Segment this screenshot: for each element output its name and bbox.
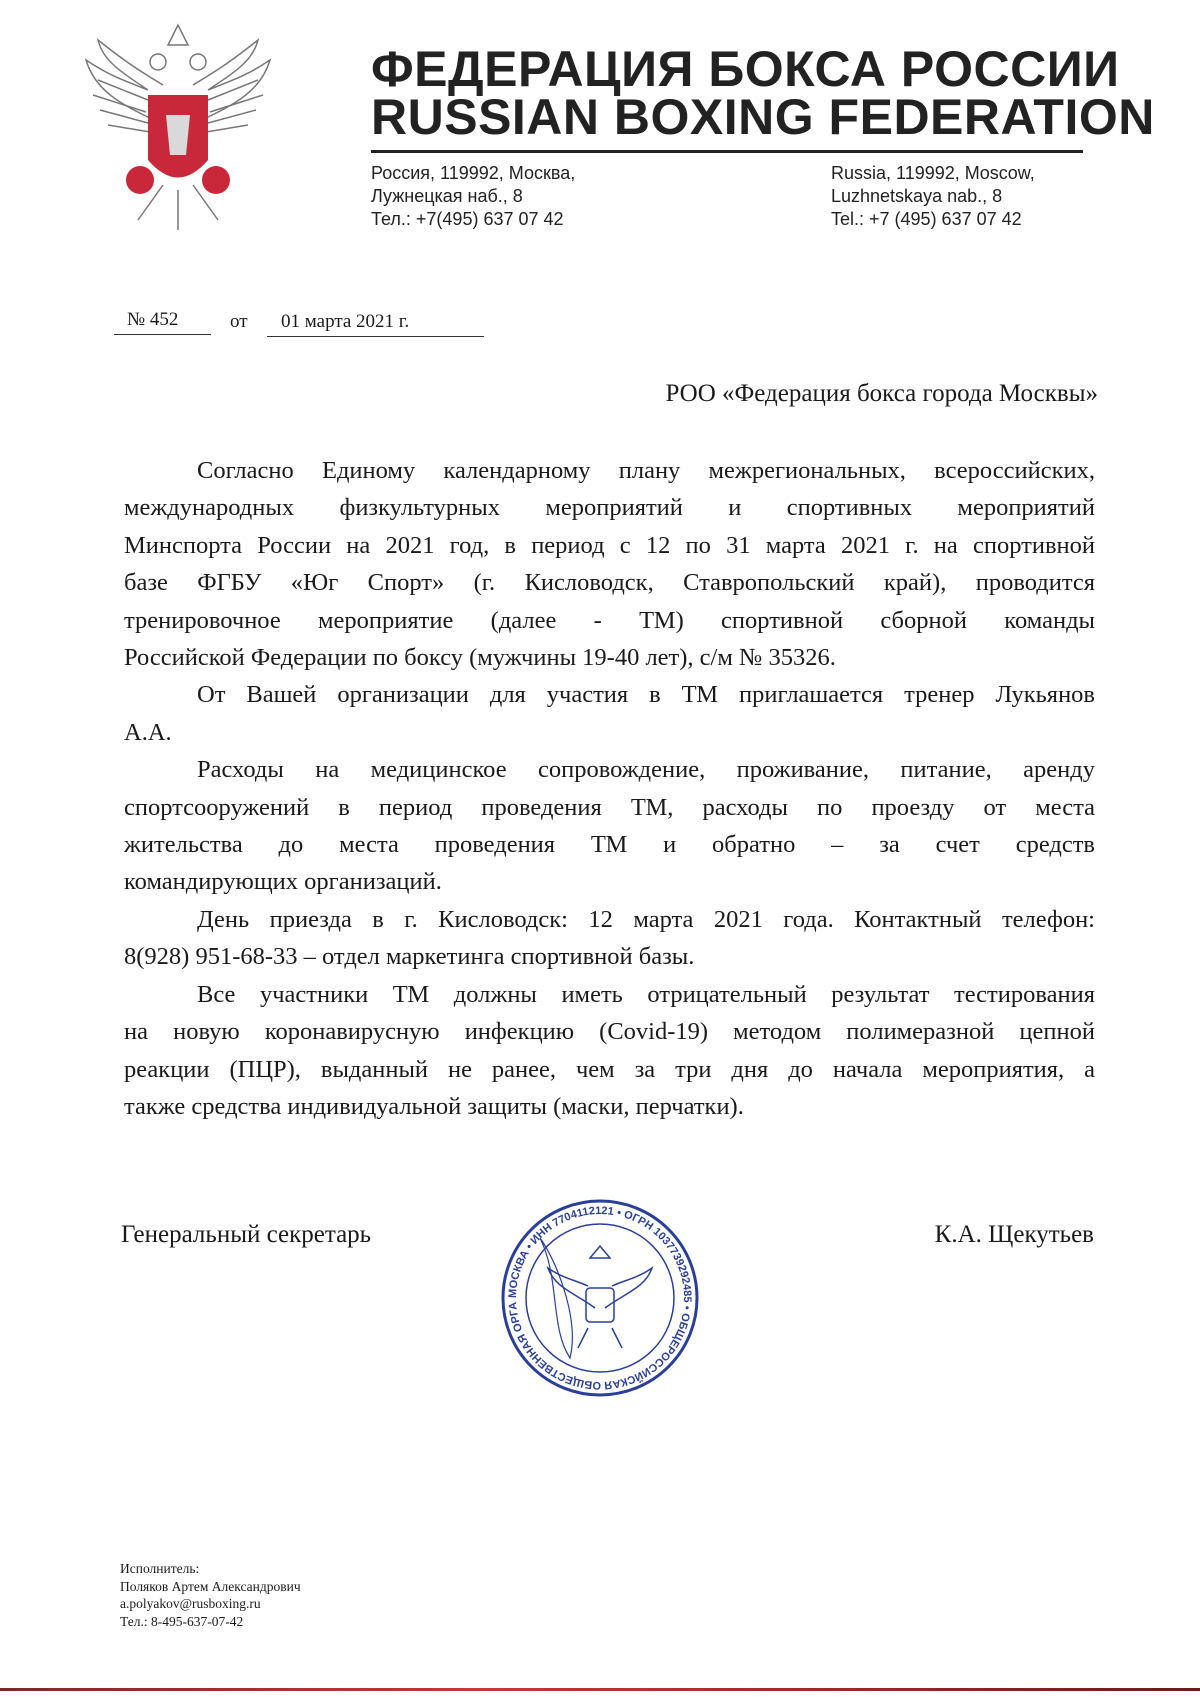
body-line: Расходы на медицинское сопровождение, проживание, питание, аренду (197, 756, 1095, 784)
federation-title-en: RUSSIAN BOXING FEDERATION (371, 89, 1155, 145)
header-divider (371, 150, 1083, 153)
body-line: международных физкультурных мероприятий и спортивных мероприятий (124, 494, 1095, 522)
paragraph (124, 976, 1095, 1126)
svg-text:МОСКВА • ИНН 7704112121 • ОГРН: МОСКВА • ИНН 7704112121 • ОГРН 1037739292485 • ОБЩЕРОССИЙСКАЯ ОБЩЕСТВЕННАЯ ОРГА (506, 1204, 694, 1392)
paragraph (124, 676, 1095, 751)
paragraph (124, 452, 1095, 676)
body-line: спортсооружений в период проведения ТМ, расходы по проезду от места (124, 793, 1095, 821)
body-line: Российской Федерации по боксу (мужчины 19-40 лет), с/м № 35326. (124, 644, 836, 672)
federation-title-ru: ФЕДЕРАЦИЯ БОКСА РОССИИ (371, 41, 1120, 97)
body-line: А.А. (124, 718, 172, 746)
address-en (831, 162, 1035, 231)
body-line: жительства до места проведения ТМ и обратно – за счет средств (124, 831, 1095, 859)
address-en-line: Tel.: +7 (495) 637 07 42 (831, 209, 1022, 229)
executor-email: a.polyakov@rusboxing.ru (120, 1596, 261, 1611)
document-number: № 452 (127, 309, 179, 330)
executor-info (120, 1560, 301, 1630)
number-underline (114, 334, 211, 335)
signatory-name: К.А. Щекутьев (934, 1221, 1094, 1248)
paragraph (124, 901, 1095, 976)
executor-label: Исполнитель: (120, 1561, 200, 1576)
document-date: 01 марта 2021 г. (281, 311, 410, 332)
page-bottom-edge (0, 1688, 1200, 1691)
official-stamp (500, 1198, 700, 1398)
address-en-line: Russia, 119992, Moscow, (831, 163, 1035, 183)
recipient: РОО «Федерация бокса города Москвы» (665, 380, 1098, 407)
date-underline (267, 336, 484, 337)
body-line: Все участники ТМ должны иметь отрицательный результат тестирования (197, 980, 1095, 1008)
federation-emblem-logo (78, 20, 278, 235)
address-ru (371, 162, 575, 231)
executor-phone: Тел.: 8-495-637-07-42 (120, 1613, 244, 1629)
body-line: реакции (ПЦР), выданный не ранее, чем за три дня до начала мероприятия, а (124, 1055, 1095, 1083)
body-line: командирующих организаций. (124, 868, 442, 896)
body-line: тренировочное мероприятие (далее - ТМ) спортивной сборной команды (124, 606, 1095, 634)
paragraph (124, 751, 1095, 901)
body-line: на новую коронавирусную инфекцию (Covid-19) методом полимеразной цепной (124, 1018, 1095, 1046)
body-line: также средства индивидуальной защиты (маски, перчатки). (124, 1092, 744, 1120)
signatory-position: Генеральный секретарь (121, 1221, 372, 1248)
body-line: Минспорта России на 2021 год, в период с 12 по 31 марта 2021 г. на спортивной (124, 531, 1095, 559)
executor-name: Поляков Артем Александрович (120, 1578, 301, 1594)
letter-body (124, 452, 1095, 1125)
body-line: базе ФГБУ «Юг Спорт» (г. Кисловодск, Ставропольский край), проводится (124, 569, 1095, 597)
address-ru-line: Тел.: +7(495) 637 07 42 (371, 209, 564, 229)
address-ru-line: Лужнецкая наб., 8 (371, 186, 523, 206)
body-line: День приезда в г. Кисловодск: 12 марта 2021 года. Контактный телефон: (197, 905, 1095, 933)
from-label: от (230, 311, 248, 332)
body-line: От Вашей организации для участия в ТМ приглашается тренер Лукьянов (197, 681, 1095, 709)
address-en-line: Luzhnetskaya nab., 8 (831, 186, 1003, 206)
body-line: 8(928) 951-68-33 – отдел маркетинга спортивной базы. (124, 943, 695, 971)
body-line: Согласно Единому календарному плану межрегиональных, всероссийских, (197, 457, 1095, 484)
address-ru-line: Россия, 119992, Москва, (371, 163, 576, 183)
